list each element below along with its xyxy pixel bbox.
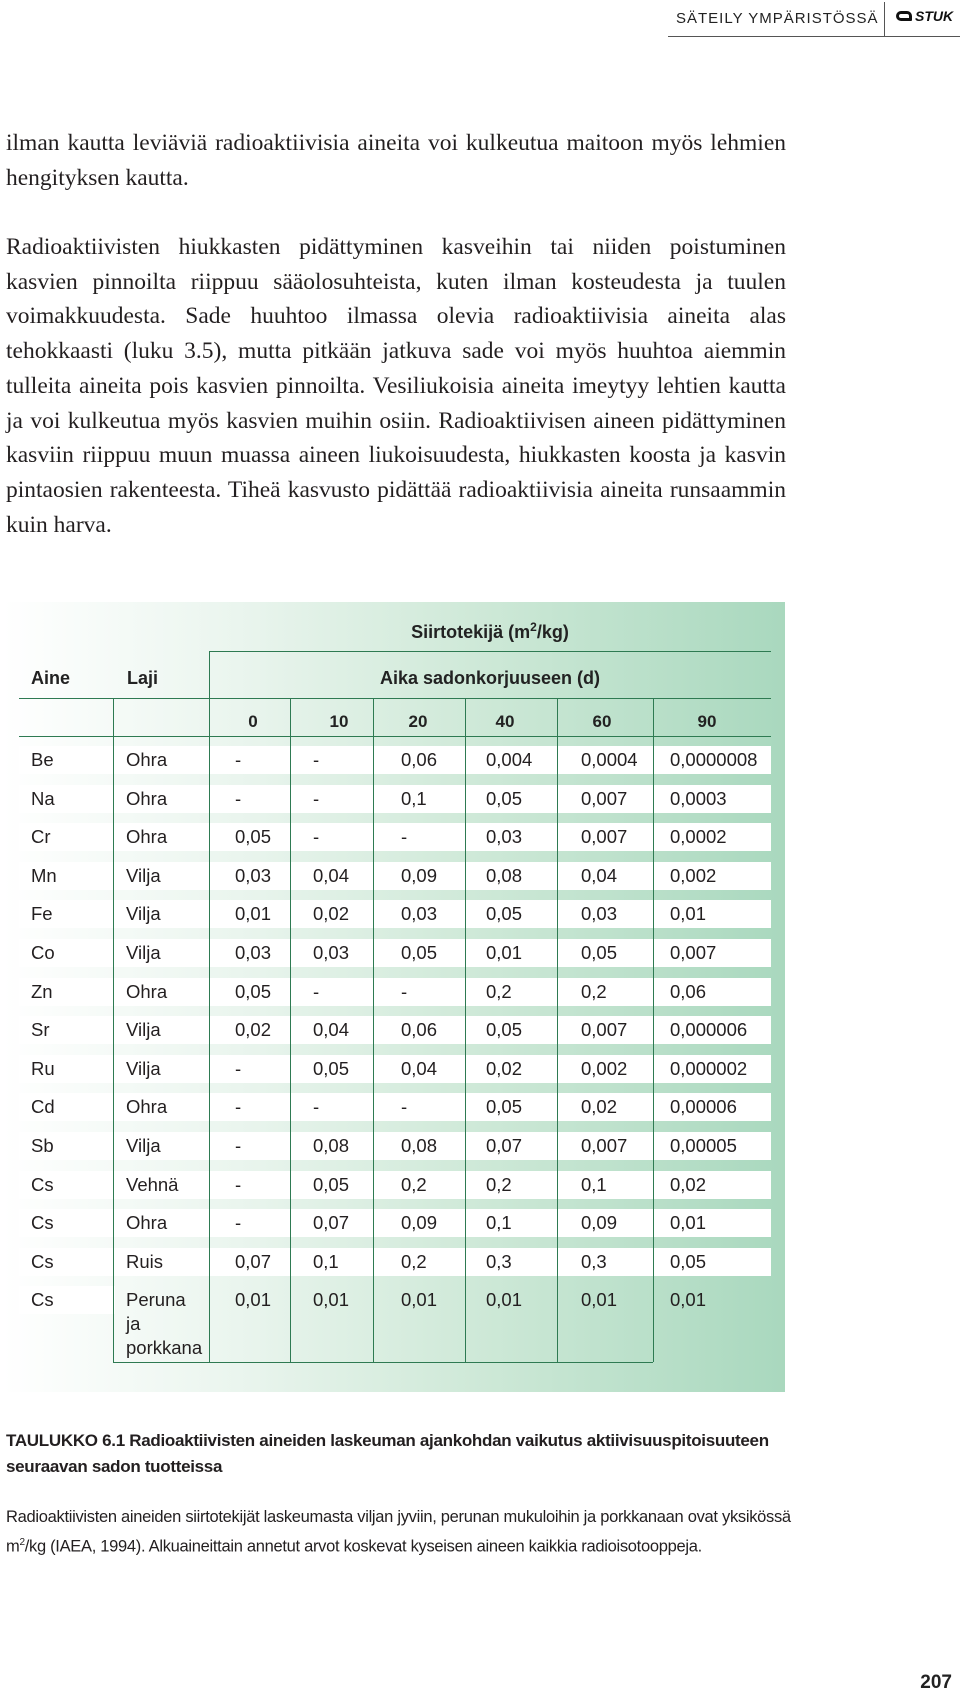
cell-value: - bbox=[313, 787, 320, 809]
cell-value: 0,02 bbox=[581, 1096, 618, 1118]
cell-value: 0,1 bbox=[313, 1250, 339, 1272]
stuk-logo-icon bbox=[896, 11, 912, 21]
day-header: 10 bbox=[329, 712, 349, 731]
cell-value: 0,05 bbox=[486, 903, 523, 925]
cell-value: 0,000006 bbox=[670, 1019, 748, 1041]
cell-value: 0,007 bbox=[581, 826, 628, 848]
cell-value: 0,00005 bbox=[670, 1135, 737, 1156]
cell-value: 0,02 bbox=[486, 1057, 523, 1079]
cell-value: 0,06 bbox=[401, 1019, 438, 1041]
cell-laji: Ohra bbox=[126, 787, 168, 809]
column-divider bbox=[653, 698, 654, 1362]
cell-value: 0,1 bbox=[401, 787, 427, 809]
cell-value: - bbox=[313, 826, 320, 848]
cell-laji: Ruis bbox=[126, 1250, 164, 1272]
transfer-factor-table bbox=[3, 602, 785, 1392]
cell-laji: Vilja bbox=[126, 903, 161, 925]
cell-value: 0,3 bbox=[486, 1250, 512, 1272]
cell-value: 0,06 bbox=[401, 749, 438, 770]
cell-aine: Na bbox=[31, 787, 55, 809]
body-paragraph-1: ilman kautta leviäviä radioaktiivisia aineita voi kulkeutua maitoon myös lehmien hengityksen kautta. bbox=[6, 130, 786, 191]
table-row bbox=[19, 746, 771, 774]
cell-value: 0,00006 bbox=[670, 1096, 737, 1118]
cell-value: - bbox=[313, 1096, 320, 1118]
cell-value: - bbox=[235, 1135, 242, 1156]
day-header: 90 bbox=[697, 712, 717, 731]
cell-aine: Ru bbox=[31, 1057, 55, 1079]
column-header-aine: Aine bbox=[31, 668, 71, 688]
table-caption-text bbox=[6, 1504, 796, 1560]
cell-value: - bbox=[401, 826, 408, 848]
cell-laji-line: Peruna bbox=[126, 1289, 186, 1311]
cell-value: 0,007 bbox=[670, 942, 717, 963]
cell-value: 0,01 bbox=[401, 1289, 438, 1311]
cell-laji: Vehnä bbox=[126, 1173, 179, 1195]
cell-value: 0,09 bbox=[581, 1212, 618, 1234]
cell-value: 0,08 bbox=[401, 1135, 438, 1156]
column-divider bbox=[113, 698, 114, 1362]
cell-value: 0,000002 bbox=[670, 1057, 748, 1079]
cell-value: 0,03 bbox=[486, 826, 523, 848]
cell-value: 0,2 bbox=[581, 980, 607, 1002]
cell-value: 0,01 bbox=[670, 1289, 707, 1311]
cell-value: 0,01 bbox=[235, 1289, 272, 1311]
table-header-transfer-factor bbox=[210, 620, 770, 643]
table-row bbox=[19, 1055, 771, 1083]
table-row bbox=[19, 823, 771, 851]
cell-aine: Co bbox=[31, 942, 55, 963]
table-row bbox=[19, 939, 771, 967]
cell-aine: Mn bbox=[31, 864, 57, 886]
cell-value: - bbox=[235, 1212, 242, 1234]
cell-aine: Cd bbox=[31, 1096, 55, 1118]
cell-laji bbox=[126, 1288, 202, 1360]
cell-value: - bbox=[235, 1173, 242, 1195]
cell-value: 0,01 bbox=[235, 903, 272, 925]
day-header: 0 bbox=[248, 712, 258, 731]
day-header: 20 bbox=[408, 712, 428, 731]
running-header bbox=[668, 0, 960, 37]
cell-value: 0,02 bbox=[235, 1019, 272, 1041]
cell-value: 0,03 bbox=[235, 942, 272, 963]
caption-superscript: 2 bbox=[19, 1537, 25, 1548]
cell-value: 0,007 bbox=[581, 1019, 628, 1041]
cell-aine: Cs bbox=[31, 1289, 54, 1311]
cell-value: - bbox=[235, 787, 242, 809]
column-divider bbox=[373, 698, 374, 1362]
cell-value: 0,02 bbox=[313, 903, 350, 925]
cell-value: 0,04 bbox=[581, 864, 618, 886]
caption-text-part2: /kg (IAEA, 1994). Alkuaineittain annetut arvot koskevat kyseisen aineen kaikkia radioisotooppeja. bbox=[24, 1537, 702, 1556]
header-divider bbox=[884, 2, 885, 36]
cell-value: 0,05 bbox=[670, 1250, 707, 1272]
cell-value: 0,0002 bbox=[670, 826, 727, 848]
cell-value: - bbox=[235, 1057, 242, 1079]
cell-value: 0,07 bbox=[313, 1212, 350, 1234]
cell-value: - bbox=[401, 1096, 408, 1118]
cell-value: 0,04 bbox=[313, 864, 350, 886]
cell-aine: Cs bbox=[31, 1212, 54, 1234]
cell-laji: Vilja bbox=[126, 864, 161, 886]
cell-value: 0,09 bbox=[401, 1212, 438, 1234]
cell-value: 0,07 bbox=[235, 1250, 272, 1272]
cell-aine: Zn bbox=[31, 980, 53, 1002]
table-row bbox=[19, 862, 771, 890]
cell-value: 0,3 bbox=[581, 1250, 607, 1272]
cell-value: 0,05 bbox=[401, 942, 438, 963]
cell-value: 0,05 bbox=[235, 980, 272, 1002]
cell-value: 0,0003 bbox=[670, 787, 727, 809]
cell-value: - bbox=[401, 980, 408, 1002]
cell-value: 0,05 bbox=[486, 787, 523, 809]
running-header-title: SÄTEILY YMPÄRISTÖSSÄ bbox=[676, 10, 879, 27]
cell-value: 0,04 bbox=[401, 1057, 438, 1079]
cell-value: 0,09 bbox=[401, 864, 438, 886]
cell-value: 0,1 bbox=[581, 1173, 607, 1195]
table-row bbox=[19, 1248, 771, 1276]
cell-laji: Vilja bbox=[126, 1019, 161, 1041]
cell-laji-line: ja bbox=[126, 1313, 141, 1335]
cell-aine: Sr bbox=[31, 1019, 50, 1041]
cell-value: 0,002 bbox=[670, 864, 717, 886]
column-header-laji: Laji bbox=[127, 668, 159, 688]
cell-value: 0,01 bbox=[670, 1212, 707, 1234]
cell-value: 0,2 bbox=[486, 980, 512, 1002]
column-header-time: Aika sadonkorjuuseen (d) bbox=[379, 668, 601, 688]
table-row bbox=[19, 1286, 771, 1362]
cell-value: 0,2 bbox=[401, 1250, 427, 1272]
cell-value: 0,01 bbox=[486, 1289, 523, 1311]
cell-laji: Vilja bbox=[126, 1135, 161, 1156]
cell-aine: Sb bbox=[31, 1135, 54, 1156]
cell-value: 0,03 bbox=[401, 903, 438, 925]
cell-value: 0,01 bbox=[313, 1289, 350, 1311]
cell-laji: Ohra bbox=[126, 1096, 168, 1118]
cell-value: 0,0004 bbox=[581, 749, 638, 770]
cell-laji: Vilja bbox=[126, 1057, 161, 1079]
cell-laji: Ohra bbox=[126, 1212, 168, 1234]
cell-aine: Be bbox=[31, 749, 54, 770]
cell-value: - bbox=[235, 749, 242, 770]
column-divider bbox=[290, 698, 291, 1362]
rule-under-transfer-factor bbox=[209, 651, 771, 652]
cell-value: 0,004 bbox=[486, 749, 533, 770]
header-superscript: 2 bbox=[530, 620, 537, 634]
cell-value: 0,01 bbox=[486, 942, 523, 963]
cell-value: 0,007 bbox=[581, 787, 628, 809]
cell-value: 0,2 bbox=[486, 1173, 512, 1195]
cell-laji: Ohra bbox=[126, 826, 168, 848]
cell-value: 0,08 bbox=[486, 864, 523, 886]
column-divider bbox=[209, 651, 210, 1362]
cell-aine: Cs bbox=[31, 1173, 54, 1195]
table-row bbox=[19, 978, 771, 1006]
stuk-logo-text: STUK bbox=[915, 8, 954, 24]
cell-value: 0,1 bbox=[486, 1212, 512, 1234]
cell-value: 0,03 bbox=[581, 903, 618, 925]
table-row bbox=[19, 1171, 771, 1199]
table-row bbox=[19, 1016, 771, 1044]
page-number: 207 bbox=[920, 1672, 952, 1693]
cell-value: 0,01 bbox=[670, 903, 707, 925]
table-bottom-rule bbox=[113, 1362, 653, 1363]
rule-under-column-headers bbox=[19, 698, 771, 699]
cell-value: 0,05 bbox=[486, 1096, 523, 1118]
cell-value: 0,08 bbox=[313, 1135, 350, 1156]
cell-value: - bbox=[313, 749, 320, 770]
cell-laji: Vilja bbox=[126, 942, 161, 963]
table-row bbox=[19, 785, 771, 813]
cell-value: 0,0000008 bbox=[670, 749, 758, 770]
cell-laji: Ohra bbox=[126, 749, 168, 770]
cell-value: 0,05 bbox=[581, 942, 618, 963]
header-end-text: /kg) bbox=[536, 622, 569, 642]
cell-value: 0,03 bbox=[313, 942, 350, 963]
cell-value: 0,05 bbox=[486, 1019, 523, 1041]
rule-under-day-headers bbox=[19, 736, 771, 737]
caption-text-part1: Radioaktiivisten aineiden siirtotekijät laskeumasta viljan jyviin, perunan mukuloihin ja porkkanaan ovat yksikössä m bbox=[6, 1508, 791, 1556]
cell-value: - bbox=[313, 980, 320, 1002]
cell-value: 0,03 bbox=[235, 864, 272, 886]
header-main-text: Siirtotekijä (m bbox=[411, 622, 531, 642]
table-row bbox=[19, 900, 771, 928]
cell-value: 0,04 bbox=[313, 1019, 350, 1041]
cell-value: 0,05 bbox=[313, 1173, 350, 1195]
cell-value: 0,2 bbox=[401, 1173, 427, 1195]
cell-laji: Ohra bbox=[126, 980, 168, 1002]
cell-value: 0,05 bbox=[235, 826, 272, 848]
cell-value: 0,01 bbox=[581, 1289, 618, 1311]
cell-value: 0,06 bbox=[670, 980, 707, 1002]
table-row bbox=[19, 1132, 771, 1160]
cell-value: 0,05 bbox=[313, 1057, 350, 1079]
cell-value: 0,07 bbox=[486, 1135, 523, 1156]
cell-aine: Cr bbox=[31, 826, 51, 848]
cell-aine: Cs bbox=[31, 1250, 54, 1272]
cell-aine: Fe bbox=[31, 903, 53, 925]
table-grid bbox=[3, 602, 785, 1392]
column-divider bbox=[557, 698, 558, 1362]
table-caption-title: TAULUKKO 6.1 Radioaktiivisten aineiden laskeuman ajankohdan vaikutus aktiivisuuspitoisuuteen seuraavan sadon tuotteissa bbox=[6, 1431, 769, 1476]
day-header: 40 bbox=[495, 712, 515, 731]
cell-value: - bbox=[235, 1096, 242, 1118]
day-header: 60 bbox=[592, 712, 612, 731]
table-row bbox=[19, 1209, 771, 1237]
body-paragraph-2: Radioaktiivisten hiukkasten pidättyminen kasveihin tai niiden poistuminen kasvien pinnoilta riippuu sääolosuhteista, kuten ilman kosteudesta ja tuulen voimakkuudesta. Sade huuhtoo ilmassa olevia radioaktiivisia aineita alas tehokkaasti (luku 3.5), mutta pitkään jatkuva sade voi myös huuhtoa aiemmin tulleita aineita pois kasvien pinnoilta. Vesiliukoisia aineita imeytyy lehtien kautta ja voi kulkeutua myös kasvien muihin osiin. Radioaktiivisen aineen pidättyminen kasviin riippuu muun muassa aineen liukoisuudesta, hiukkasten koosta ja kasvin pintaosien rakenteesta. Tiheä kasvusto pidättää radioaktiivisia aineita runsaammin kuin harva. bbox=[6, 234, 786, 538]
column-divider bbox=[465, 698, 466, 1362]
cell-value: 0,002 bbox=[581, 1057, 628, 1079]
table-row bbox=[19, 1093, 771, 1121]
cell-value: 0,02 bbox=[670, 1173, 707, 1195]
cell-laji-line: porkkana bbox=[126, 1337, 203, 1359]
cell-value: 0,007 bbox=[581, 1135, 628, 1156]
stuk-logo bbox=[896, 8, 953, 24]
